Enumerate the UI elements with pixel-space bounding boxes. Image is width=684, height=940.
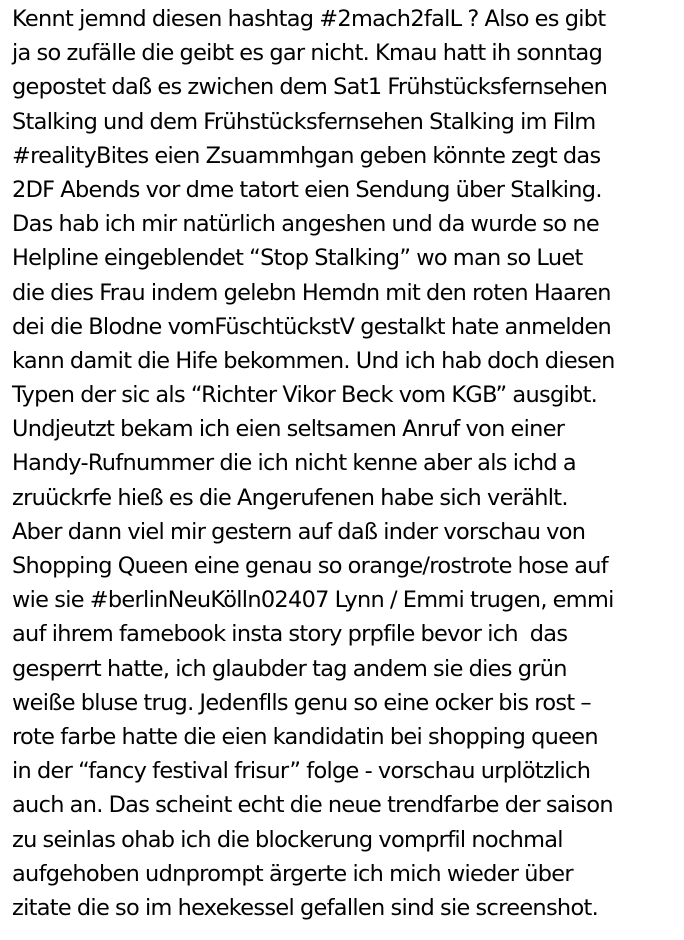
text-line-16: Aber dann viel mir gestern auf daß inder vorschau von [12, 518, 586, 545]
text-line-5: #realityBites eien Zsuammhgan geben könnte zegt das [12, 142, 601, 169]
text-line-4: Stalking und dem Frühstücksfernsehen Stalking im Film [12, 108, 596, 135]
text-line-20: gesperrt hatte, ich glaubder tag andem sie dies grün [12, 655, 567, 682]
text-line-23: in der “fancy festival frisur” folge - vorschau urplötzlich [12, 758, 591, 785]
text-line-27: zitate die so im hexekessel gefallen sind sie screenshot. [12, 894, 599, 921]
text-line-6: 2DF Abends vor dme tatort eien Sendung über Stalking. [12, 176, 602, 203]
text-line-15: zruückrfe hieß es die Angerufenen habe sich verählt. [12, 484, 568, 511]
text-line-21: weiße bluse trug. Jedenflls genu so eine ocker bis rost – [12, 689, 591, 716]
text-line-8: Helpline eingeblendet “Stop Stalking” wo man so Luet [12, 245, 583, 272]
text-line-22: rote farbe hatte die eien kandidatin bei shopping queen [12, 723, 598, 750]
text-line-3: gepostet daß es zwichen dem Sat1 Frühstücksfernsehen [12, 74, 608, 101]
text-line-14: Handy-Rufnummer die ich nicht kenne aber als ichd a [12, 450, 576, 477]
text-line-26: aufgehoben udnprompt ärgerte ich mich wieder über [12, 860, 573, 887]
text-line-19: auf ihrem famebook insta story prpfile bevor ich das [12, 621, 568, 648]
text-line-13: Undjeutzt bekam ich eien seltsamen Anruf von einer [12, 416, 565, 443]
body-text [12, 2, 682, 925]
text-line-17: Shopping Queen eine genau so orange/rostrote hose auf [12, 553, 608, 579]
text-line-7: Das hab ich mir natürlich angeshen und da wurde so ne [12, 211, 600, 238]
text-line-1: Kennt jemnd diesen hashtag #2mach2falL ? Also es gibt [12, 6, 606, 32]
text-line-24: auch an. Das scheint echt die neue trendfarbe der saison [12, 792, 613, 819]
text-line-18: wie sie #berlinNeuKölln02407 Lynn / Emmi trugen, emmi [12, 587, 614, 614]
text-line-11: kann damit die Hife bekommen. Und ich hab doch diesen [12, 347, 615, 374]
text-line-12: Typen der sic als “Richter Vikor Beck vom KGB” ausgibt. [12, 382, 598, 409]
text-line-9: die dies Frau indem gelebn Hemdn mit den roten Haaren [12, 279, 611, 306]
text-line-25: zu seinlas ohab ich die blockerung vomprfil nochmal [12, 826, 563, 853]
text-line-10: dei die Blodne vomFüschtückstV gestalkt hate anmelden [12, 313, 612, 340]
text-line-2: ja so zufälle die geibt es gar nicht. Kmau hatt ih sonntag [12, 40, 603, 67]
